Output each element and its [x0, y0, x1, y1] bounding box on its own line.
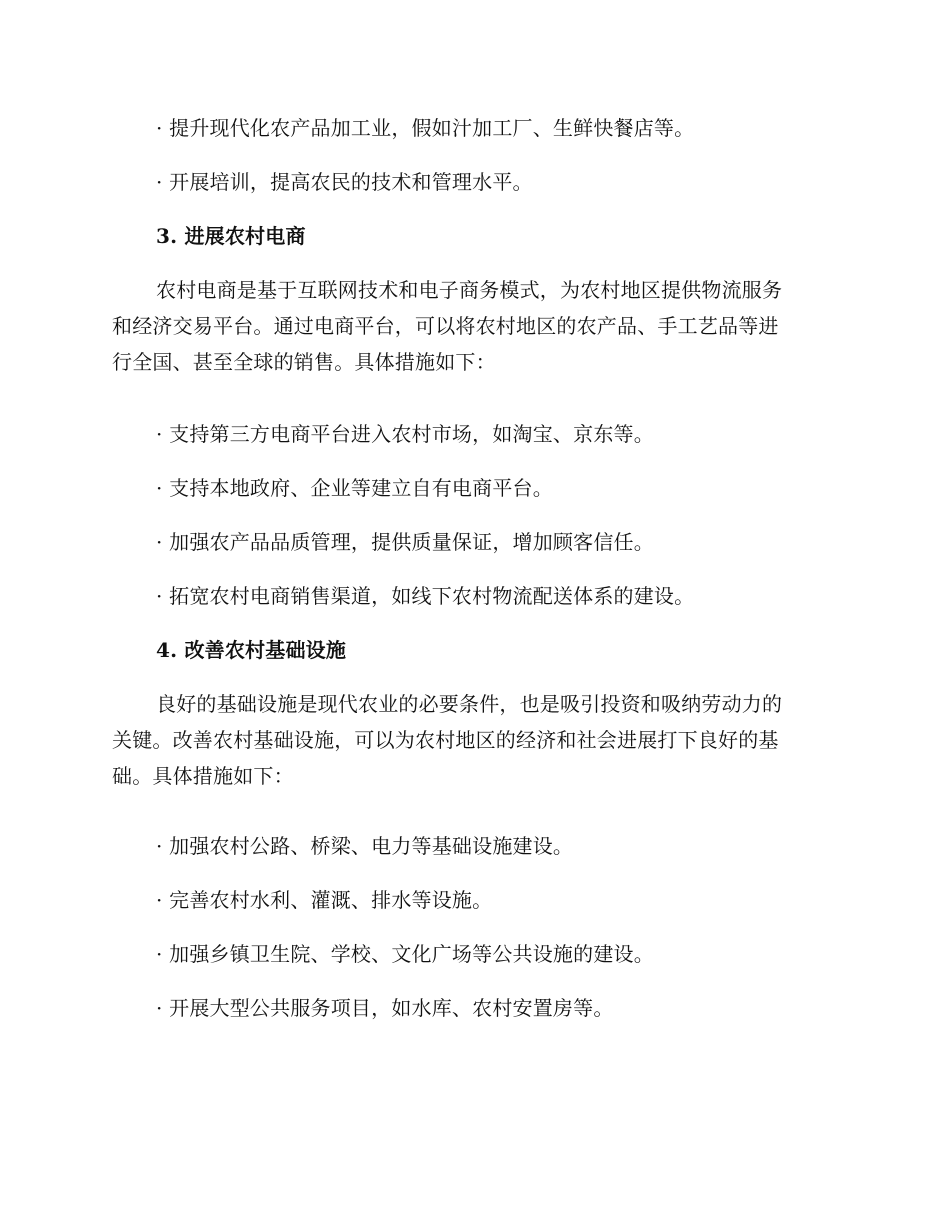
section-heading: 3. 进展农村电商	[156, 224, 306, 248]
paragraph-line: 关键。改善农村基础设施，可以为农村地区的经济和社会进展打下良好的基	[112, 728, 779, 752]
bullet-item: · 加强农村公路、桥梁、电力等基础设施建设。	[156, 834, 574, 858]
bullet-item: · 支持本地政府、企业等建立自有电商平台。	[156, 476, 553, 500]
paragraph-line: 农村电商是基于互联网技术和电子商务模式，为农村地区提供物流服务	[156, 278, 783, 302]
bullet-item: · 加强乡镇卫生院、学校、文化广场等公共设施的建设。	[156, 942, 654, 966]
paragraph-line: 础。具体措施如下：	[112, 764, 294, 788]
bullet-item: · 开展大型公共服务项目，如水库、农村安置房等。	[156, 996, 614, 1020]
bullet-item: · 完善农村水利、灌溉、排水等设施。	[156, 888, 493, 912]
bullet-item: · 加强农产品品质管理，提供质量保证，增加顾客信任。	[156, 530, 654, 554]
paragraph-line: 和经济交易平台。通过电商平台，可以将农村地区的农产品、手工艺品等进	[112, 314, 779, 338]
paragraph-line: 良好的基础设施是现代农业的必要条件，也是吸引投资和吸纳劳动力的	[156, 692, 783, 716]
paragraph-line: 行全国、甚至全球的销售。具体措施如下：	[112, 350, 496, 374]
bullet-item: · 拓宽农村电商销售渠道，如线下农村物流配送体系的建设。	[156, 584, 695, 608]
bullet-item: · 开展培训，提高农民的技术和管理水平。	[156, 170, 533, 194]
bullet-item: · 支持第三方电商平台进入农村市场，如淘宝、京东等。	[156, 422, 654, 446]
bullet-item: · 提升现代化农产品加工业，假如汁加工厂、生鲜快餐店等。	[156, 116, 695, 140]
section-heading: 4. 改善农村基础设施	[156, 638, 347, 662]
